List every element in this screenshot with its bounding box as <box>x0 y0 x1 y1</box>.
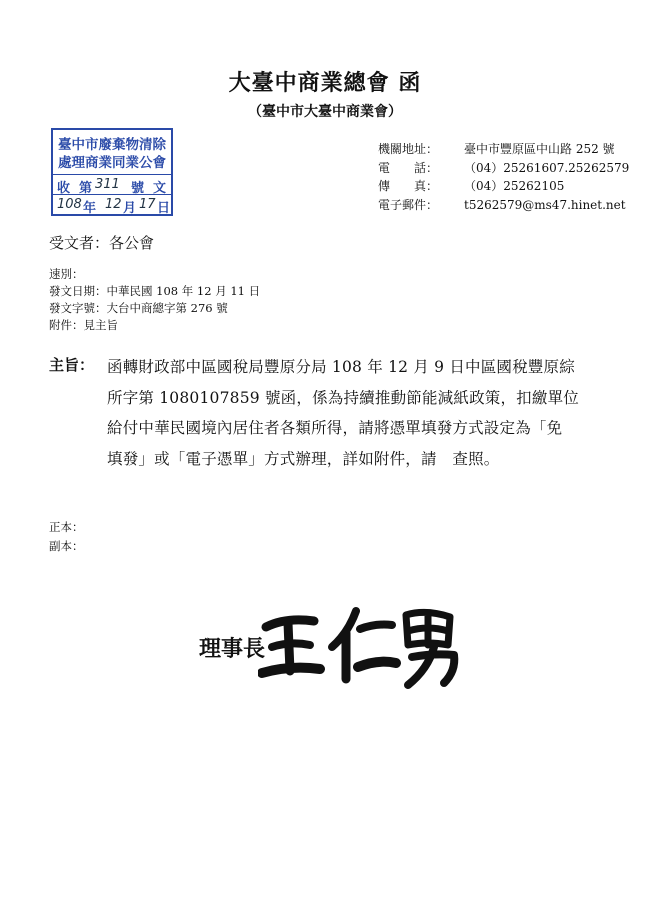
contact-address: 機關地址： 臺中市豐原區中山路 252 號 <box>378 142 615 156</box>
signatory-title: 理事長 <box>199 636 266 662</box>
subject-line-1: 函轉財政部中區國稅局豐原分局 108 年 12 月 9 日中區國稅豐原綜 <box>107 358 575 376</box>
stamp-no-prefix: 第 <box>79 181 93 196</box>
stamp-month-label: 月 <box>123 201 137 216</box>
speed-line: 速別： <box>49 267 84 281</box>
contact-block <box>378 140 638 214</box>
stamp-date-year: 108 <box>57 197 82 212</box>
contact-fax: 傳 真： （04）25262105 <box>378 179 565 193</box>
stamp-date-month: 12 <box>105 197 122 212</box>
subject-body <box>107 352 607 474</box>
original-copy-line: 正本： <box>49 520 84 534</box>
stamp-year-label: 年 <box>83 201 97 216</box>
stamp-org-line2: 處理商業同業公會 <box>58 155 166 171</box>
subject-line-4: 填發」或「電子憑單」方式辦理，詳如附件，請 查照。 <box>107 449 500 468</box>
stamp-receipt-row <box>53 174 171 195</box>
document-title: 大臺中商業總會 函 <box>228 70 422 96</box>
contact-email: 電子郵件： t5262579@ms47.hinet.net <box>378 197 626 212</box>
stamp-receipt-number: 311 <box>95 177 120 192</box>
document-subtitle: （臺中市大臺中商業會） <box>248 104 402 120</box>
stamp-date-row <box>53 194 171 215</box>
stamp-no-suffix: 號 <box>131 181 145 196</box>
issue-number-line: 發文字號：大台中商總字第 276 號 <box>49 301 228 315</box>
attachment-line: 附件：見主旨 <box>49 318 118 332</box>
stamp-recv-label: 收 <box>57 181 71 196</box>
stamp-org-line1: 臺中市廢棄物清除 <box>58 137 166 153</box>
stamp-doc-label: 文 <box>153 181 167 196</box>
recipient-line: 受文者：各公會 <box>49 234 155 252</box>
stamp-date-day: 17 <box>139 197 156 212</box>
signature-seal-image <box>258 605 463 690</box>
subject-line-3: 給付中華民國境內居住者各類所得，請將憑單填發方式設定為「免 <box>107 419 563 437</box>
issue-date-line: 發文日期：中華民國 108 年 12 月 11 日 <box>49 284 261 298</box>
stamp-day-label: 日 <box>157 201 171 216</box>
subject-label: 主旨： <box>49 356 95 374</box>
subject-line-2: 所字第 1080107859 號函，係為持續推動節能減紙政策，扣繳單位 <box>107 388 579 407</box>
receipt-stamp <box>51 128 173 216</box>
duplicate-copy-line: 副本： <box>49 539 84 553</box>
contact-phone: 電 話： （04）25261607.25262579 <box>378 160 630 175</box>
